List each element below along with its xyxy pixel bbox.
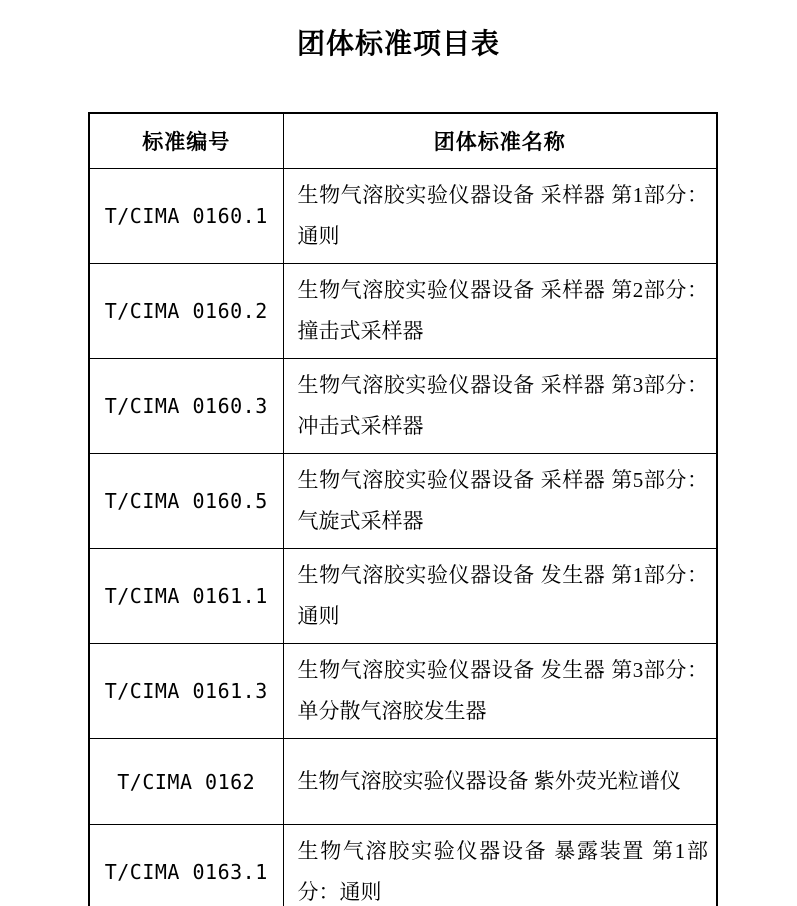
table-row [89, 739, 717, 825]
table-row [89, 359, 717, 454]
standard-name: 生物气溶胶实验仪器设备 暴露装置 第1部分：通则 [283, 825, 717, 906]
standard-name: 生物气溶胶实验仪器设备 采样器 第1部分：通则 [283, 169, 717, 264]
table-row [89, 825, 717, 906]
page-title: 团体标准项目表 [296, 29, 500, 60]
header-row [89, 113, 717, 169]
table-row [89, 454, 717, 549]
standard-name: 生物气溶胶实验仪器设备 紫外荧光粒谱仪 [283, 739, 717, 825]
standard-code: T/CIMA 0163.1 [89, 825, 283, 906]
table-header [89, 113, 717, 169]
standard-name: 生物气溶胶实验仪器设备 采样器 第5部分：气旋式采样器 [283, 454, 717, 549]
header-cell-name: 团体标准名称 [283, 113, 717, 169]
standard-code: T/CIMA 0160.5 [89, 454, 283, 549]
table-row [89, 264, 717, 359]
standard-name: 生物气溶胶实验仪器设备 采样器 第3部分：冲击式采样器 [283, 359, 717, 454]
standard-code: T/CIMA 0162 [89, 739, 283, 825]
standard-name: 生物气溶胶实验仪器设备 发生器 第3部分：单分散气溶胶发生器 [283, 644, 717, 739]
standard-name: 生物气溶胶实验仪器设备 采样器 第2部分：撞击式采样器 [283, 264, 717, 359]
table-row [89, 644, 717, 739]
standard-code: T/CIMA 0161.1 [89, 549, 283, 644]
table-body [89, 169, 717, 906]
standard-code: T/CIMA 0160.1 [89, 169, 283, 264]
header-cell-code: 标准编号 [89, 113, 283, 169]
standards-table [88, 112, 718, 906]
table-row [89, 169, 717, 264]
table-row [89, 549, 717, 644]
standard-code: T/CIMA 0161.3 [89, 644, 283, 739]
standard-code: T/CIMA 0160.3 [89, 359, 283, 454]
standard-code: T/CIMA 0160.2 [89, 264, 283, 359]
standard-name: 生物气溶胶实验仪器设备 发生器 第1部分：通则 [283, 549, 717, 644]
